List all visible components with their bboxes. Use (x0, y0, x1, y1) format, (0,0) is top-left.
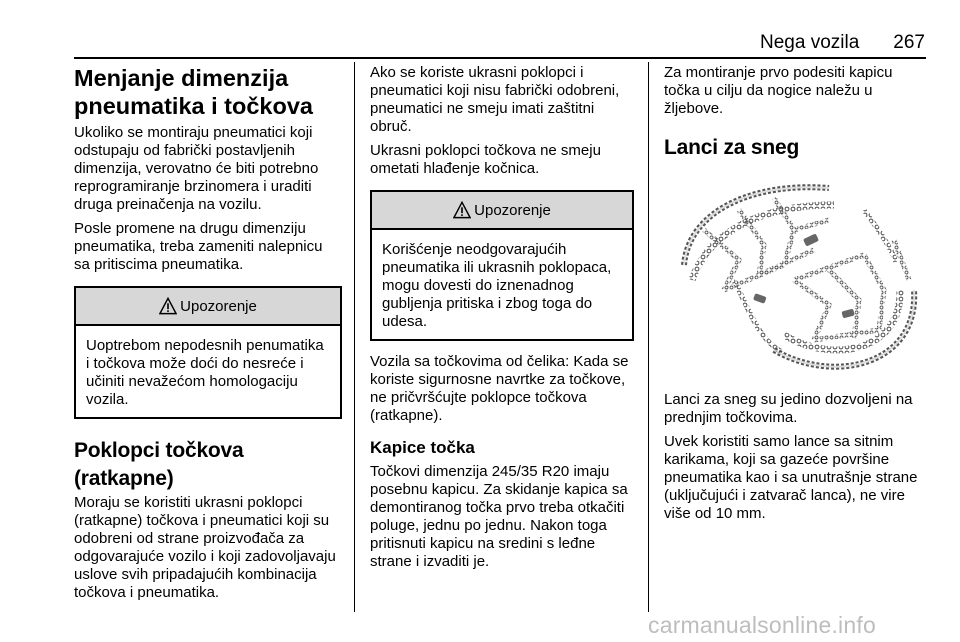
warning-title: Upozorenje (180, 297, 257, 315)
warning-body (76, 326, 340, 417)
warning-header (372, 192, 632, 230)
paragraph: Lanci za sneg su jedino dozvoljeni na prednjim točkovima. (664, 391, 913, 426)
page-header (640, 26, 925, 54)
warning-body (372, 230, 632, 339)
warning-header (76, 288, 340, 326)
column-2 (370, 64, 634, 571)
section-heading-snow-chains: Lanci za sneg (664, 136, 800, 159)
warning-triangle-icon (453, 201, 471, 219)
paragraph: Moraju se koristiti ukrasni poklopci (ratkapne) točkova i pneumatici koji su odobreni od strane proizvođača za odgovarajuće vozilo i koji zadovoljavaju uslove svih pripadajućih kombinacija točkova i pneumatika. (74, 494, 336, 601)
warning-text: Korišćenje neodgovarajućih pneumatika ili ukrasnih poklopaca, mogu dovesti do iznenadnog gubljenja pritiska i zbog toga do udesa. (382, 241, 612, 330)
section-heading-wheel-covers: Poklopci točkova (ratkapne) (74, 439, 244, 490)
paragraph: Ukrasni poklopci točkova ne smeju ometati hlađenje kočnica. (370, 142, 601, 177)
paragraph: Ako se koriste ukrasni poklopci i pneumatici koji nisu fabrički odobreni, pneumatici ne smeju imati zaštitni obruč. (370, 64, 620, 135)
column-3 (664, 64, 928, 523)
header-title: Nega vozila (760, 32, 860, 53)
paragraph: Uvek koristiti samo lance sa sitnim karikama, koji sa gazeće površine pneumatika kao i sa unutrašnje strane (uključujući i zatvarač lanca), ne vire više od 10 mm. (664, 433, 918, 522)
paragraph: Točkovi dimenzija 245/35 R20 imaju posebnu kapicu. Za skidanje kapica sa demontiranog točka prvo treba otkačiti poluge, jednu po jednu. Nakon toga pritisnuti kapicu na sredini s leđne strane i izvaditi je. (370, 463, 628, 570)
paragraph: Ukoliko se montiraju pneumatici koji odstupaju od fabrički postavljenih dimenzija, verovatno će biti potrebno reprogramiranje brzinomera i uraditi druga preinačenja na vozilu. (74, 124, 319, 213)
column-divider-2 (648, 62, 649, 612)
snow-chains-illustration (664, 170, 928, 385)
warning-box (74, 286, 342, 419)
subheading-wheel-caps: Kapice točka (370, 438, 475, 457)
watermark: carmanualsonline.info (648, 612, 876, 638)
column-1 (74, 64, 342, 602)
warning-text: Uoptrebom nepodesnih penumatika i točkova može doći do nesreće i učiniti nevažećom homologaciju vozila. (86, 337, 324, 408)
paragraph: Za montiranje prvo podesiti kapicu točka u cilju da nogice naležu u žljebove. (664, 64, 893, 117)
section-heading-tire-size: Menjanje dimenzija pneumatika i točkova (74, 65, 313, 119)
paragraph: Vozila sa točkovima od čelika: Kada se koriste sigurnosne navrtke za točkove, ne pričvršćujte poklopce točkova (ratkapne). (370, 353, 629, 424)
warning-triangle-icon (159, 297, 177, 315)
warning-box (370, 190, 634, 341)
page-number: 267 (893, 32, 925, 53)
header-rule (74, 57, 926, 59)
warning-title: Upozorenje (474, 201, 551, 219)
paragraph: Posle promene na drugu dimenziju pneumatika, treba zameniti nalepnicu sa pritiscima pneumatika. (74, 220, 323, 273)
column-divider-1 (354, 62, 355, 612)
snow-chains-illustration (664, 170, 924, 385)
